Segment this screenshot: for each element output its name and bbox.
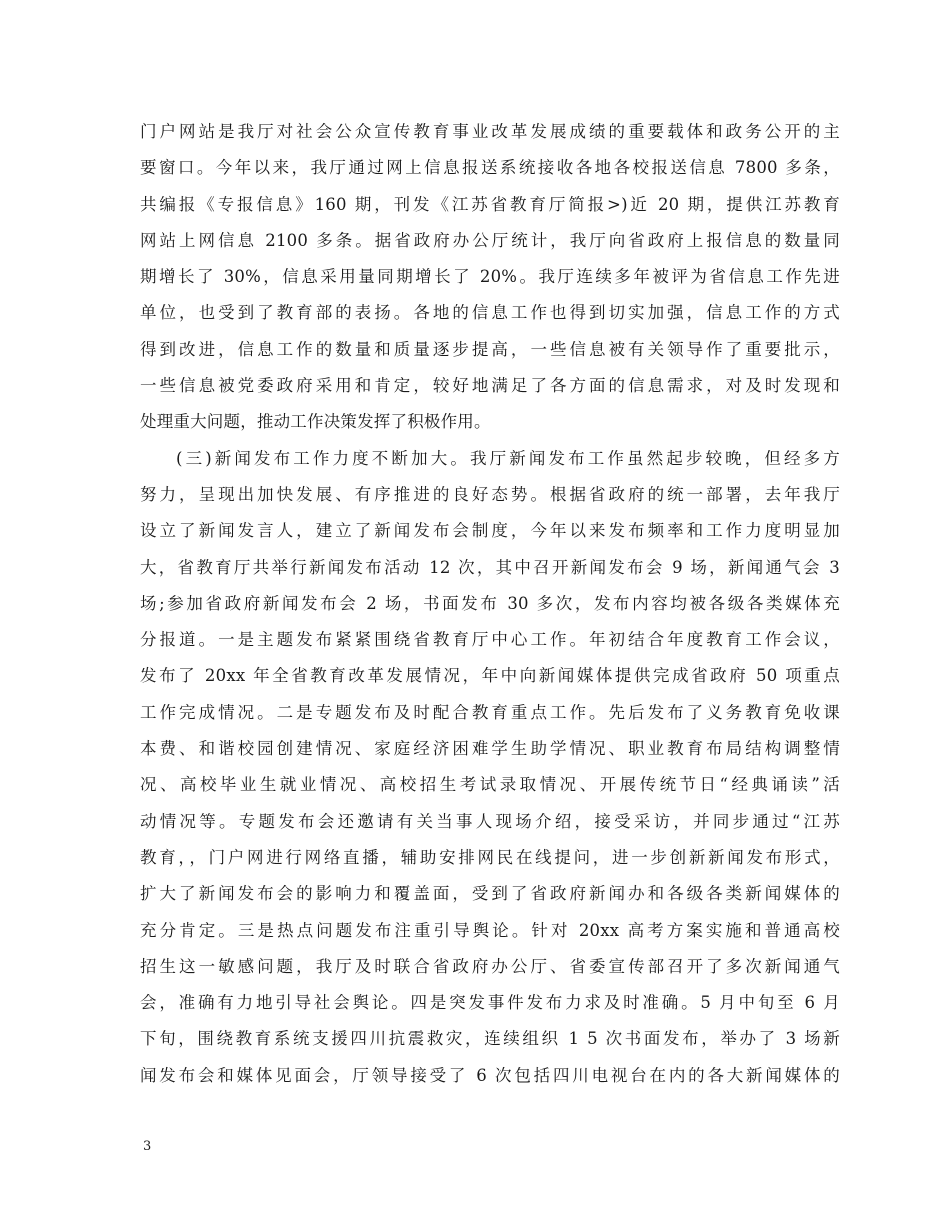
text-line: 期增长了 30%，信息采用量同期增长了 20%。我厅连续多年被评为省信息工作先进 xyxy=(140,267,840,287)
text-line: 充分肯定。三是热点问题发布注重引导舆论。针对 20xx 高考方案实施和普通高校 xyxy=(140,920,840,940)
text-line: 设立了新闻发言人，建立了新闻发布会制度，今年以来发布频率和工作力度明显加 xyxy=(140,521,840,541)
text-line: 本费、和谐校园创建情况、家庭经济困难学生助学情况、职业教育布局结构调整情 xyxy=(140,739,840,759)
text-line: 下旬，围绕教育系统支援四川抗震救灾，连续组织 1 5 次书面发布，举办了 3 场新 xyxy=(140,1029,840,1049)
page-number: 3 xyxy=(143,1139,152,1154)
text-line: 会，准确有力地引导社会舆论。四是突发事件发布力求及时准确。5 月中旬至 6 月 xyxy=(140,993,840,1013)
text-line: 要窗口。今年以来，我厅通过网上信息报送系统接收各地各校报送信息 7800 多条， xyxy=(140,158,840,178)
text-line: 共编报《专报信息》160 期，刊发《江苏省教育厅简报>)近 20 期，提供江苏教育 xyxy=(140,194,840,214)
text-line: 工作完成情况。二是专题发布及时配合教育重点工作。先后发布了义务教育免收课 xyxy=(140,702,840,722)
text-line: 况、高校毕业生就业情况、高校招生考试录取情况、开展传统节日“经典诵读”活 xyxy=(140,775,840,795)
text-line: 单位，也受到了教育部的表扬。各地的信息工作也得到切实加强，信息工作的方式 xyxy=(140,303,840,323)
text-line: 门户网站是我厅对社会公众宣传教育事业改革发展成绩的重要载体和政务公开的主 xyxy=(140,122,840,141)
text-line: 扩大了新闻发布会的影响力和覆盖面，受到了省政府新闻办和各级各类新闻媒体的 xyxy=(140,884,840,904)
text-line: 一些信息被党委政府采用和肯定，较好地满足了各方面的信息需求，对及时发现和 xyxy=(140,376,840,396)
text-line: 努力，呈现出加快发展、有序推进的良好态势。根据省政府的统一部署，去年我厅 xyxy=(140,484,840,504)
text-line: 得到改进，信息工作的数量和质量逐步提高，一些信息被有关领导作了重要批示， xyxy=(140,339,840,359)
section-heading-line: (三)新闻发布工作力度不断加大。我厅新闻发布工作虽然起步较晚，但经多方 xyxy=(176,448,840,468)
text-line: 大，省教育厅共举行新闻发布活动 12 次，其中召开新闻发布会 9 场，新闻通气会 3 xyxy=(140,557,840,577)
text-line: 处理重大问题，推动工作决策发挥了积极作用。 xyxy=(140,412,491,432)
text-line: 闻发布会和媒体见面会，厅领导接受了 6 次包括四川电视台在内的各大新闻媒体的 xyxy=(140,1065,840,1085)
text-line: 发布了 20xx 年全省教育改革发展情况，年中向新闻媒体提供完成省政府 50 项重点 xyxy=(140,666,840,686)
text-line: 场;参加省政府新闻发布会 2 场，书面发布 30 多次，发布内容均被各级各类媒体充 xyxy=(140,593,840,613)
body-text xyxy=(140,114,840,1094)
text-line: 动情况等。专题发布会还邀请有关当事人现场介绍，接受采访，并同步通过“江苏 xyxy=(140,811,840,831)
text-line: 招生这一敏感问题，我厅及时联合省政府办公厅、省委宣传部召开了多次新闻通气 xyxy=(140,956,840,976)
text-line: 教育，，门户网进行网络直播，辅助安排网民在线提问，进一步创新新闻发布形式， xyxy=(140,847,840,867)
text-line: 分报道。一是主题发布紧紧围绕省教育厅中心工作。年初结合年度教育工作会议， xyxy=(140,630,840,650)
text-line: 网站上网信息 2100 多条。据省政府办公厅统计，我厅向省政府上报信息的数量同 xyxy=(140,230,840,250)
